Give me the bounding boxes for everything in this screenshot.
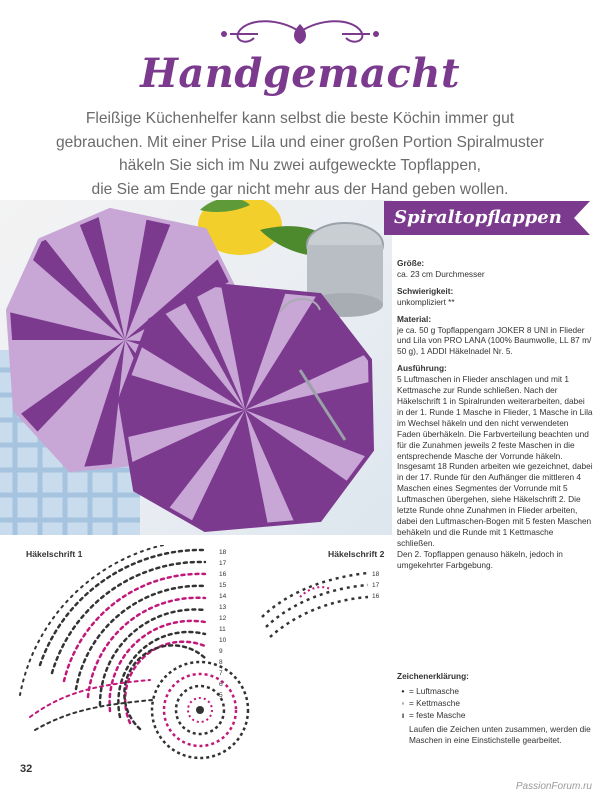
row-number: 10 (219, 637, 227, 644)
diagram-1-row-numbers (219, 549, 227, 699)
diagram-1-center (152, 662, 248, 758)
difficulty-heading: Schwierigkeit: (397, 285, 454, 296)
row-number: 5 (219, 692, 223, 699)
row-number: 18 (372, 571, 380, 578)
diagram-2-label: Häkelschrift 2 (328, 549, 385, 559)
legend-label: = Kettmasche (409, 698, 460, 709)
diagram-1 (20, 545, 205, 730)
row-number: 17 (372, 582, 380, 589)
row-number: 11 (219, 626, 226, 633)
instructions-heading: Ausführung: (397, 363, 447, 374)
page-number: 32 (20, 763, 33, 775)
legend-title: Zeichenerklärung: (397, 671, 469, 681)
instructions-text-2: Den 2. Topflappen genauso häkeln, jedoch in umgekehrter Farbgebung. (397, 548, 563, 570)
single-crochet-icon: ı (401, 710, 405, 721)
material-text: je ca. 50 g Topflappengarn JOKER 8 UNI in Flieder und Lila von PRO LANA (100% Baumwolle, LL 87 m/ 50 g), 1 ADDI Häkelnadel Nr. 5. (397, 324, 592, 357)
legend-label: = Luftmasche (409, 686, 460, 697)
legend-row (397, 710, 593, 722)
row-number: 8 (219, 659, 223, 666)
size-value: ca. 23 cm Durchmesser (397, 268, 485, 279)
row-number: 14 (219, 593, 227, 600)
size-heading: Größe: (397, 258, 425, 268)
material-block (397, 314, 593, 358)
legend-row (397, 686, 593, 698)
diagram-2 (262, 573, 368, 637)
intro-line: Fleißige Küchenhelfer kann selbst die beste Köchin immer gut (85, 110, 515, 127)
intro-line: häkeln Sie sich im Nu zwei aufgeweckte Topflappen, (118, 157, 482, 174)
potholder-photo (0, 200, 392, 535)
row-number: 13 (219, 604, 227, 611)
material-heading: Material: (397, 313, 432, 324)
intro-text (20, 107, 580, 201)
intro-line: gebrauchen. Mit einer Prise Lila und einer großen Portion Spiralmuster (56, 133, 544, 151)
slip-stitch-icon: ◦ (401, 698, 405, 709)
row-number: 15 (219, 582, 227, 589)
watermark: PassionForum.ru (515, 781, 592, 792)
diagram-1-label: Häkelschrift 1 (26, 549, 83, 559)
difficulty-value: unkompliziert ** (397, 296, 455, 307)
row-number: 9 (219, 648, 223, 655)
row-number: 7 (219, 670, 223, 677)
legend-label: = feste Masche (409, 710, 466, 721)
instructions-block (397, 363, 593, 570)
intro-line: die Sie am Ende gar nicht mehr aus der Hand geben wollen. (91, 180, 509, 198)
row-number: 12 (219, 615, 227, 622)
row-number: 18 (219, 549, 227, 556)
diagram-2-row-numbers (372, 571, 380, 600)
size-block (397, 258, 593, 280)
instructions-text: 5 Luftmaschen in Flieder anschlagen und mit 1 Kettmasche zur Runde schließen. Nach der Häkelschrift 1 in Spiralrunden weiterarbeiten, dabei in der 1. Runde 1 Masche in Flieder, 1 Masche in Lila im Wechsel häkeln und den nicht verwendeten Faden überhäkeln. Die Farbverteilung beachten und für die Zunahmen jeweils 2 feste Maschen in die entsprechende Masche der Vorrunde häkeln. Insgesamt 18 Runden arbeiten wie gezeichnet, dabei in der 17. Runde für den Aufhänger die mittleren 4 Maschen eines Segmentes der Vorrunde mit 5 Luftmaschen übergehen, siehe Häkelschrift 2. Die letzte Runde ohne Zunahmen in Flieder arbeiten, dabei den Luftmaschen-Bogen mit 5 festen Maschen behäkeln und die Runde mit 1 Kettmasche schließen. (397, 374, 593, 548)
row-number: 17 (219, 560, 227, 567)
pattern-info (397, 258, 593, 576)
symbol-legend (397, 671, 593, 746)
legend-row (397, 698, 593, 710)
crochet-diagrams (0, 545, 392, 770)
legend-note: Laufen die Zeichen unten zusammen, werden die Maschen in eine Einstichstelle gearbeitet. (409, 723, 591, 745)
header-ornament (0, 10, 600, 50)
banner-title: Spiraltopflappen (394, 207, 562, 228)
difficulty-block (397, 286, 593, 308)
row-number: 6 (219, 681, 223, 688)
row-number: 16 (219, 571, 227, 578)
row-number: 16 (372, 593, 380, 600)
page-title: Handgemacht (140, 50, 460, 97)
chain-stitch-icon: • (401, 686, 405, 697)
